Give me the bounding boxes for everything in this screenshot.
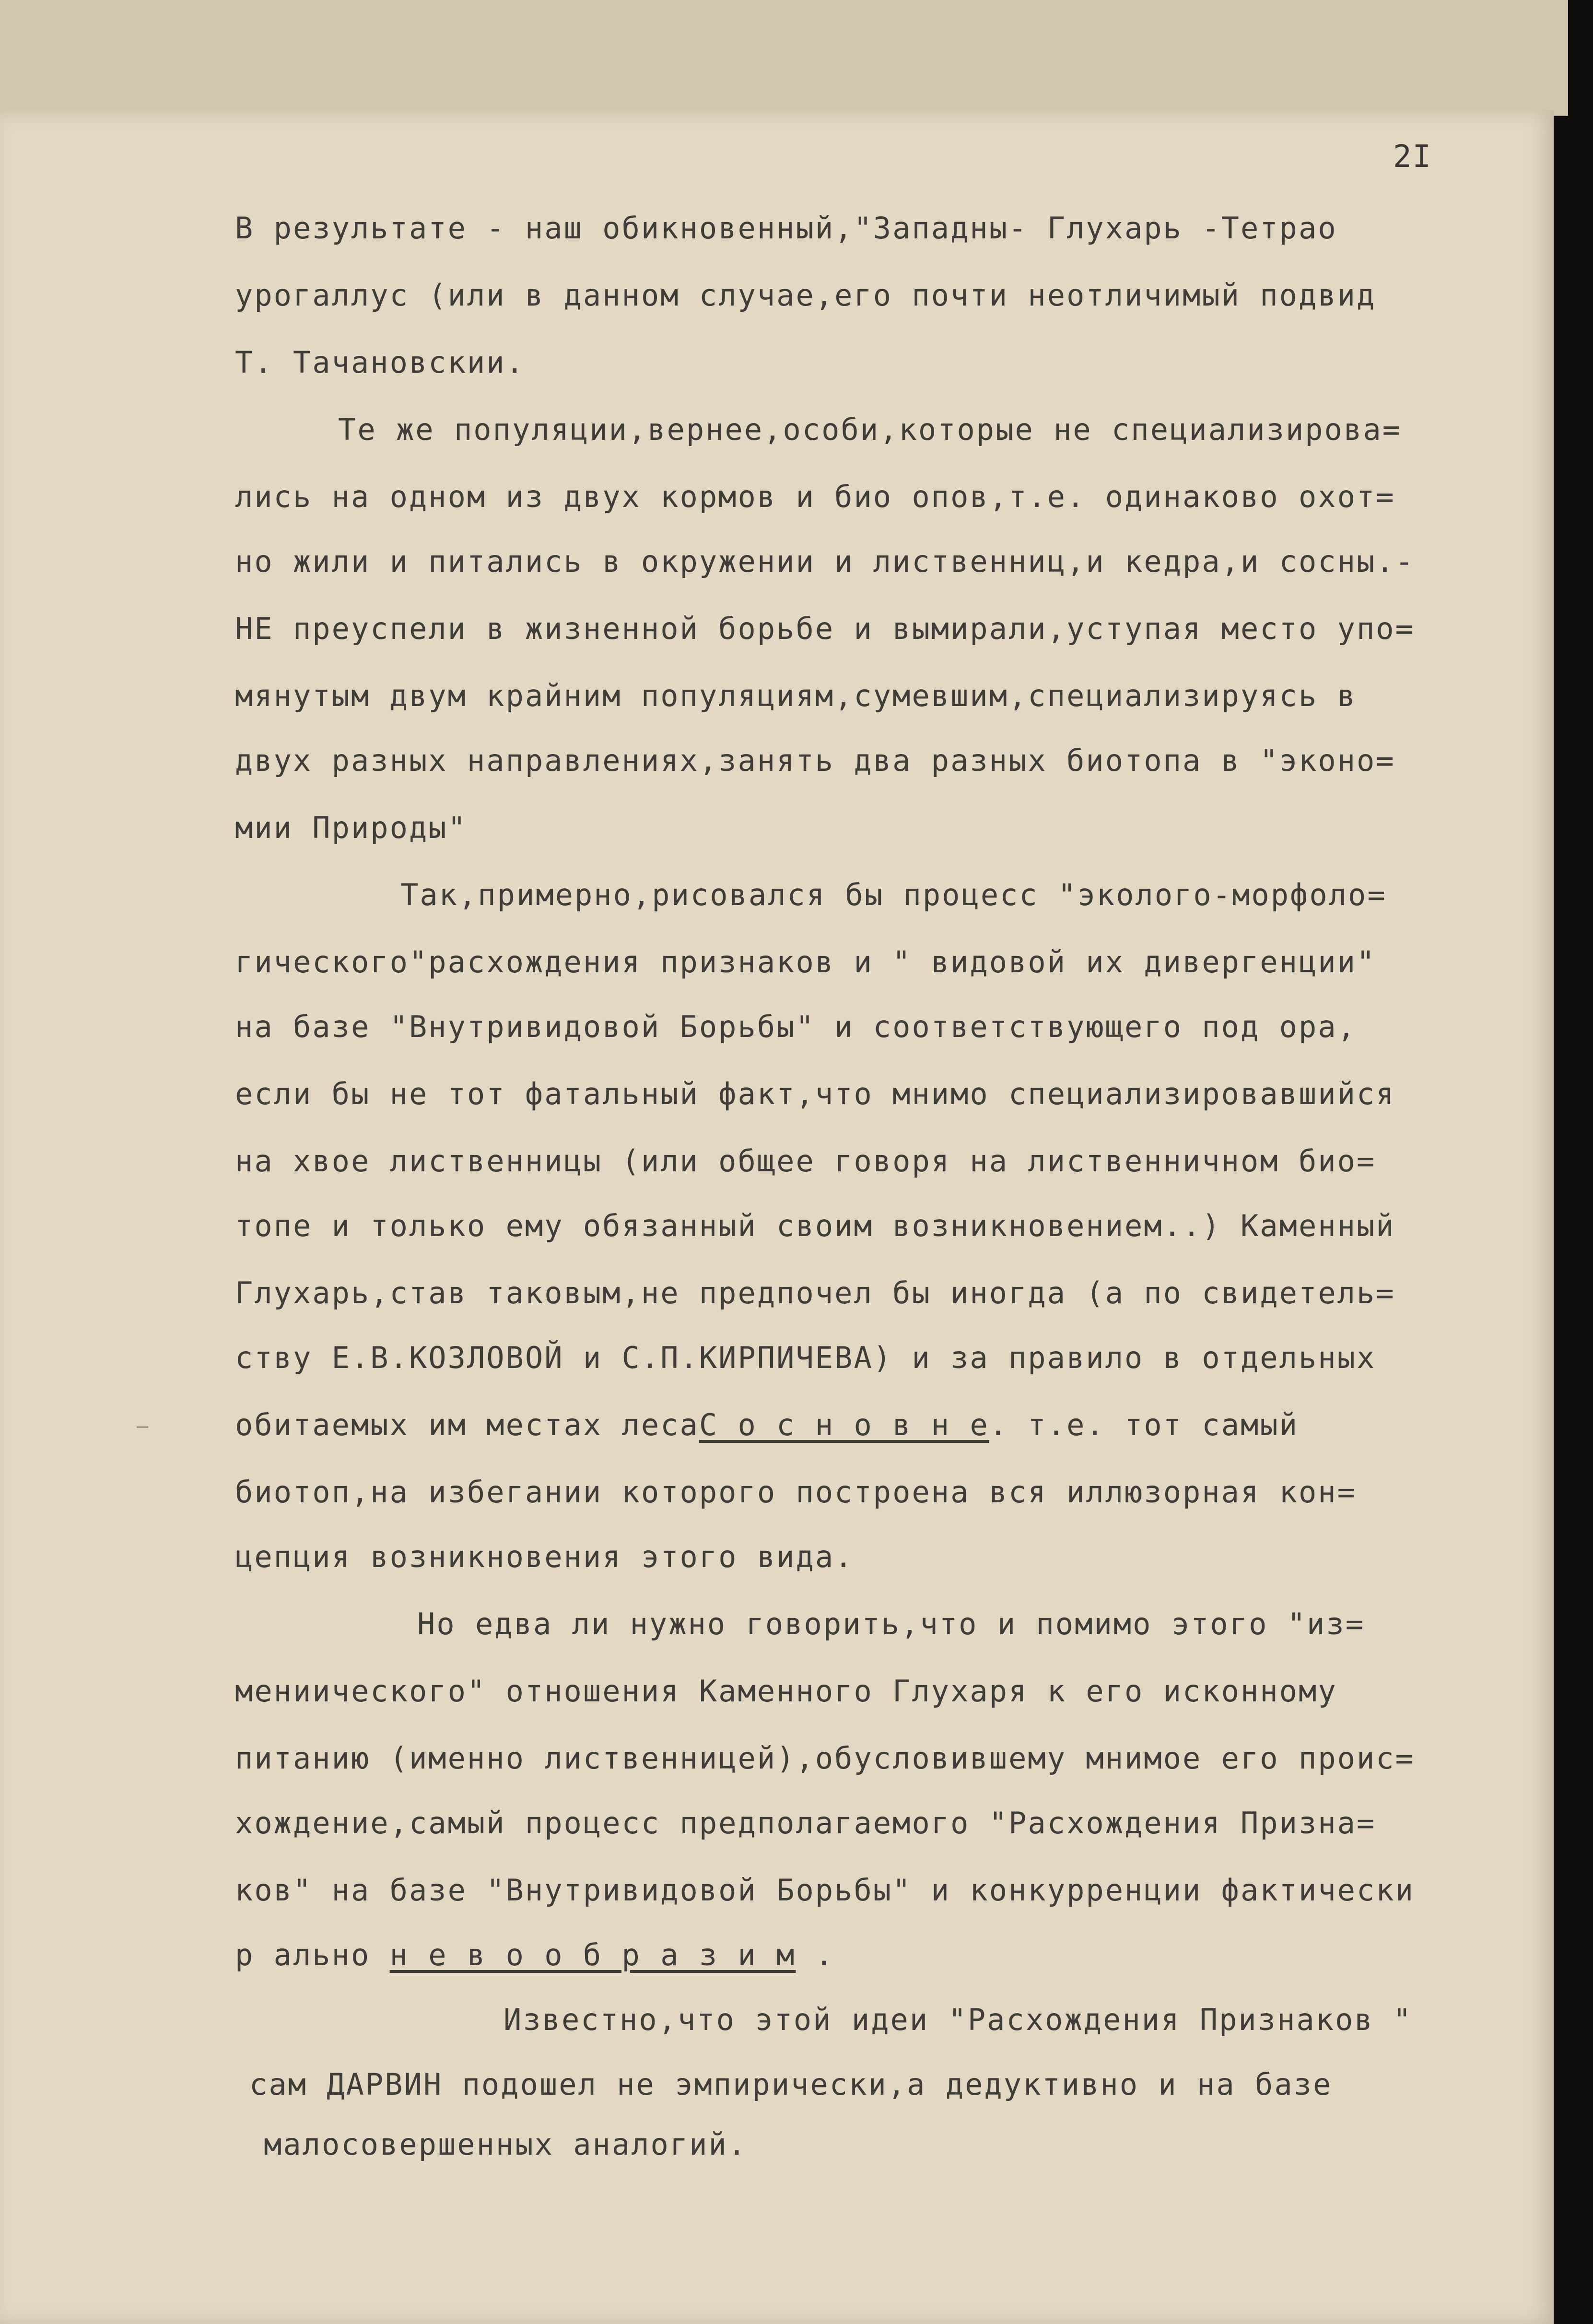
page-number: 2I [1393,139,1432,175]
text-line: мянутым двум крайним популяциям,сумевшим,специализируясь в [235,678,1357,713]
text-line: биотоп,на избегании которого построена вся иллюзорная кон= [235,1475,1357,1510]
text-line: НЕ преуспели в жизненной борьбе и вымирали,уступая место упо= [235,611,1415,646]
text-line: Глухарь,став таковым,не предпочел бы иногда (а по свидетель= [235,1275,1395,1310]
text-line: если бы не тот фатальный факт,что мнимо специализировавшийся [235,1076,1395,1111]
text-segment: . т.е. тот самый [989,1407,1299,1442]
text-line: мии Природы" [235,810,467,845]
text-line: топе и только ему обязанный своим возникновением..) Каменный [235,1208,1395,1243]
text-line: лись на одном из двух кормов и био опов,т.е. одинаково охот= [235,479,1395,514]
text-line: ству Е.В.КОЗЛОВОЙ и С.П.КИРПИЧЕВА) и за правило в отдельных [235,1340,1376,1375]
text-line: Но едва ли нужно говорить,что и помимо этого "из= [417,1606,1365,1641]
underlined-word: С о с н о в н е [699,1407,989,1442]
text-line: малосовершенных аналогий. [264,2127,748,2162]
text-line: Те же популяции,вернее,особи,которые не специализирова= [338,412,1402,447]
page-edge [0,0,1568,116]
text-line: цепция возникновения этого вида. [235,1539,854,1574]
text-segment: . [815,1937,835,1972]
text-line: хождение,самый процесс предполагаемого "Расхождения Призна= [235,1805,1376,1840]
text-segment: р ально [235,1937,371,1972]
text-line [235,1937,835,1972]
text-line: Известно,что этой идеи "Расхождения Признаков " [504,2002,1413,2037]
text-line: Так,примерно,рисовался бы процесс "эколого-морфоло= [400,877,1387,912]
text-line: гического"расхождения признаков и " видовой их дивергенции" [235,944,1376,979]
text-line [235,1407,1299,1442]
margin-dash: — [137,1415,149,1437]
text-line: сам ДАРВИН подошел не эмпирически,а дедуктивно и на базе [249,2067,1333,2102]
text-line: В результате - наш обикновенный,"Западны- Глухарь -Тетрао [235,211,1337,246]
text-line: на базе "Внутривидовой Борьбы" и соответствующего под ора, [235,1009,1357,1044]
text-line: двух разных направлениях,занять два разных биотопа в "эконо= [235,743,1395,778]
text-segment: обитаемых им местах леса [235,1407,699,1442]
text-line: на хвое лиственницы (или общее говоря на лиственничном био= [235,1144,1376,1179]
text-line: урогаллус (или в данном случае,его почти неотличимый подвид [235,278,1376,313]
text-line: питанию (именно лиственницей),обусловившему мнимое его проис= [235,1741,1415,1776]
text-line: ков" на базе "Внутривидовой Борьбы" и конкурренции фактически [235,1873,1415,1908]
underlined-word: н е в о о б р а з и м [389,1937,796,1972]
text-line: мениического" отношения Каменного Глухаря к его исконному [235,1674,1337,1709]
text-line: но жили и питались в окружении и лиственниц,и кедра,и сосны.- [235,544,1415,579]
text-line: Т. Тачановскии. [235,345,525,380]
